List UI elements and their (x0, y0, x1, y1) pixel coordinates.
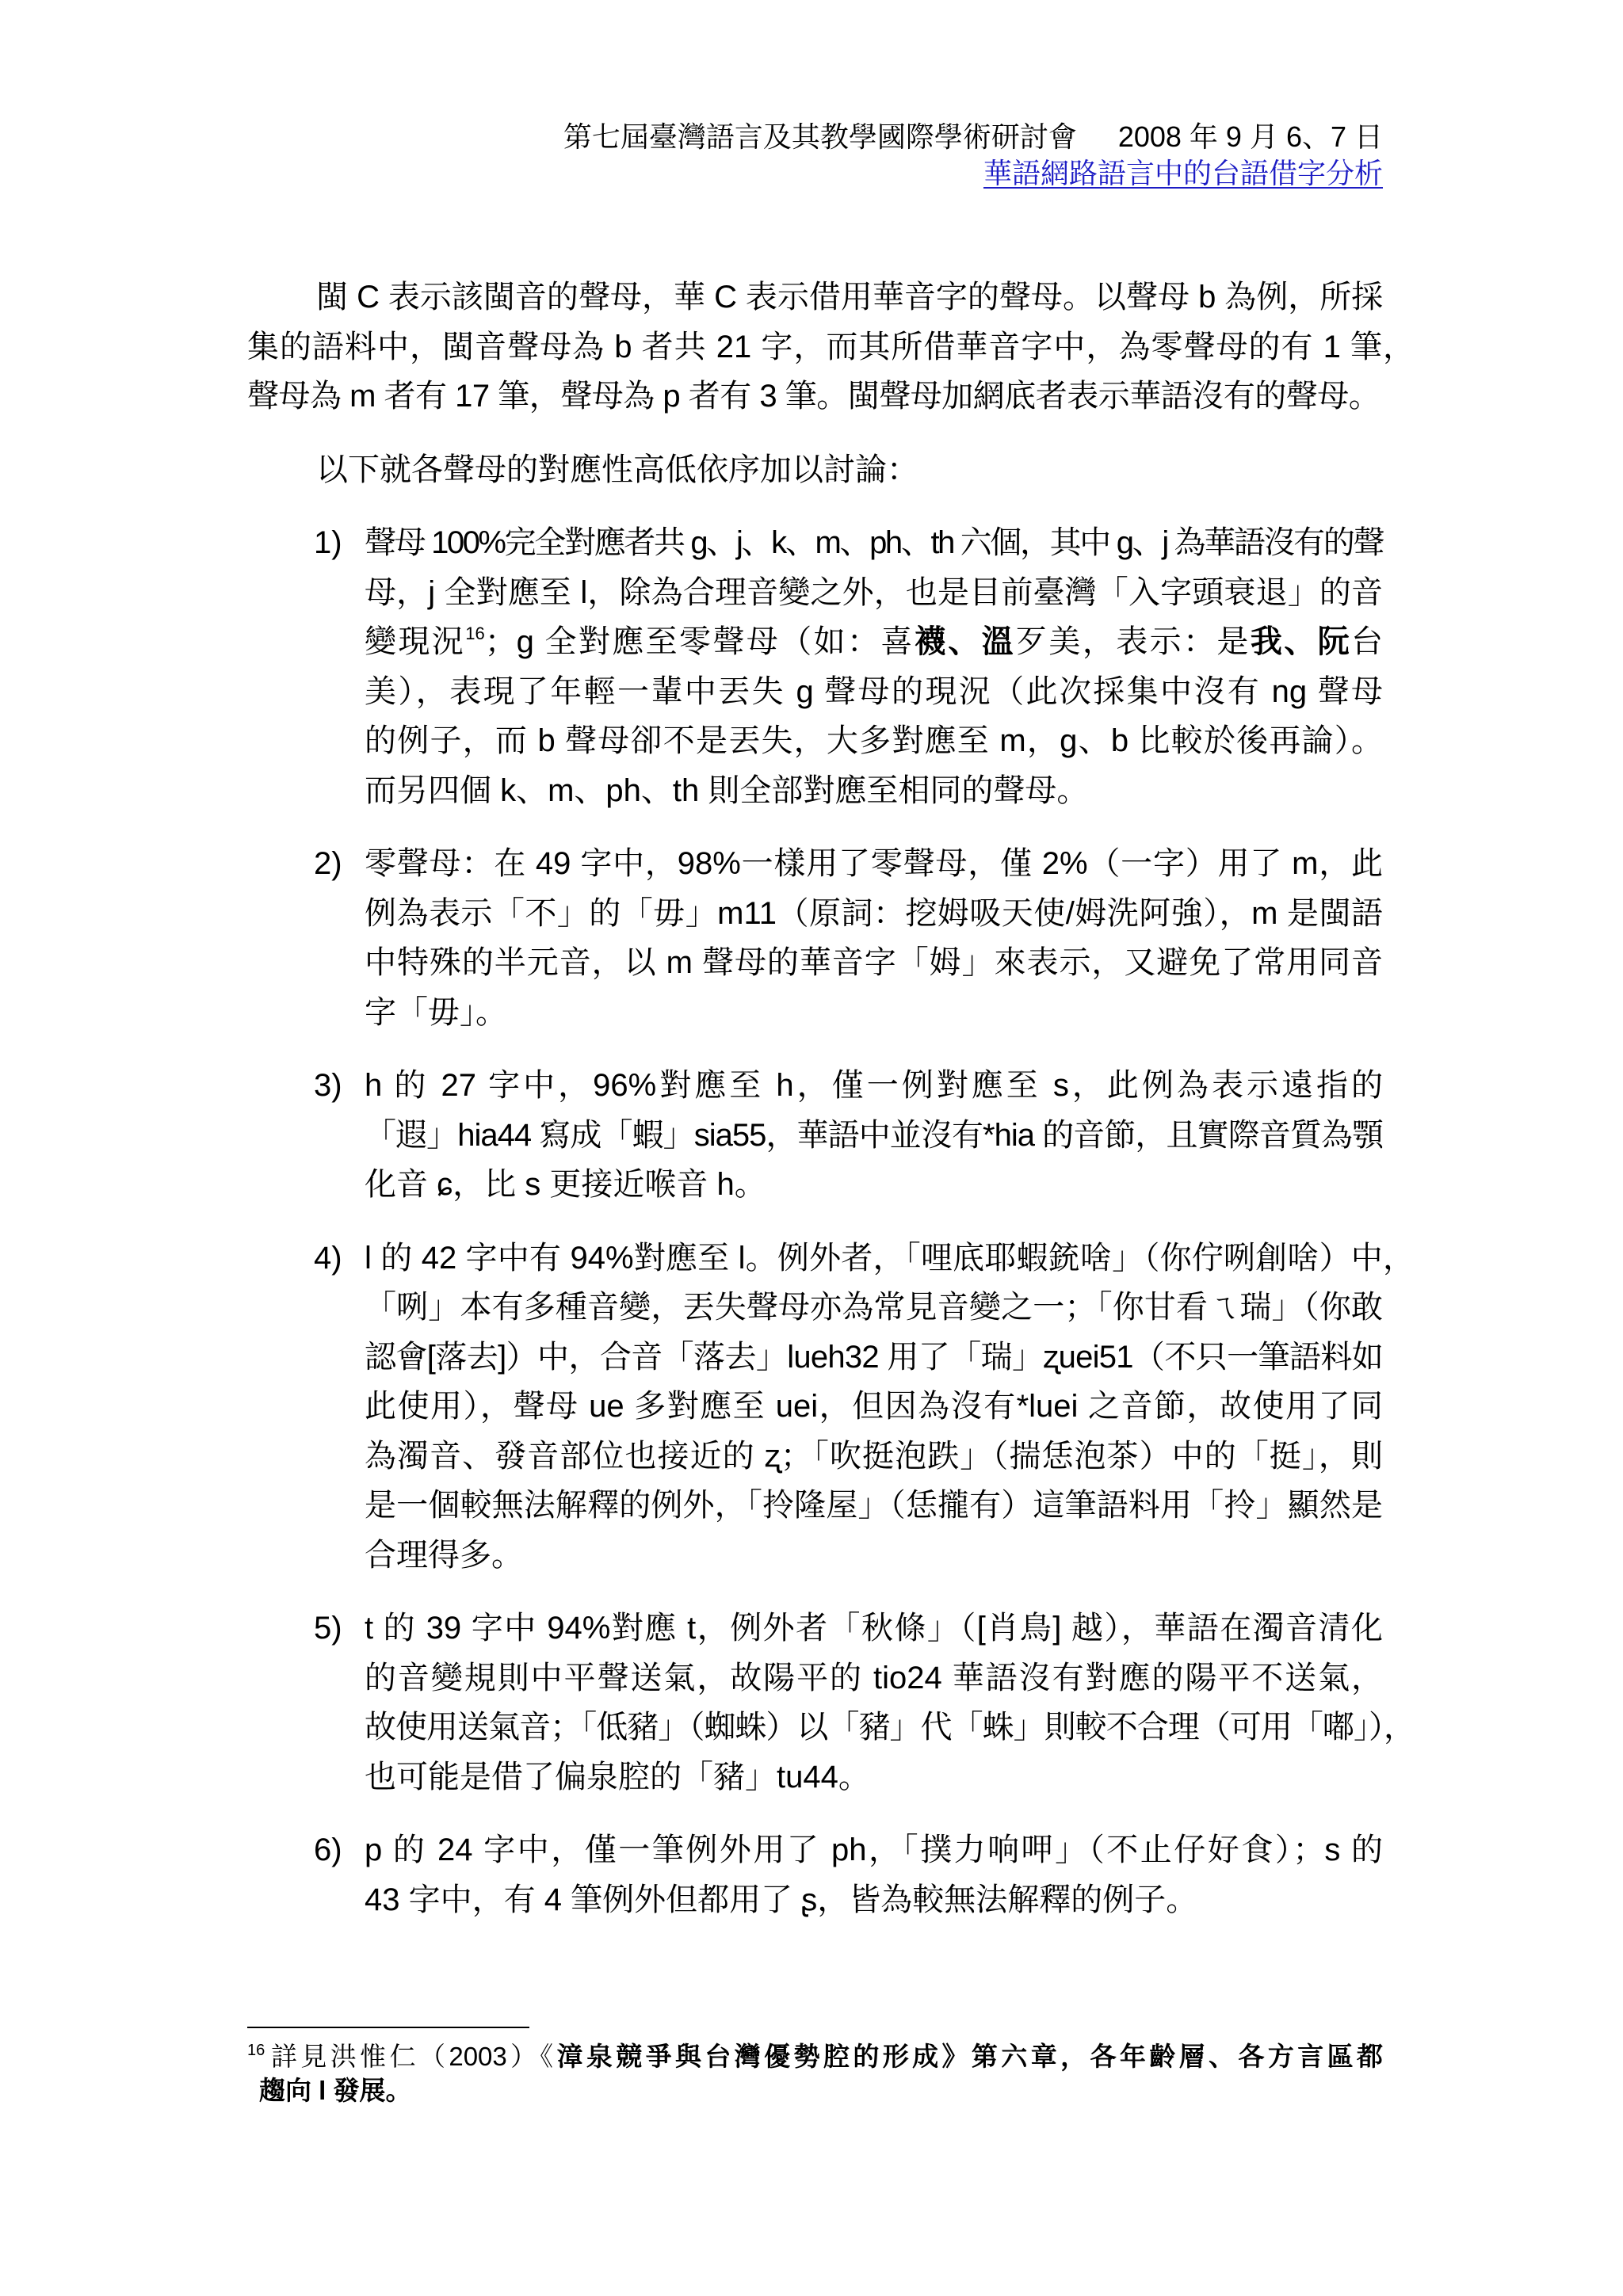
list-item-number: 5) (314, 1611, 342, 1646)
item-line: 為濁音、發音部位也接近的 ʐ；「吹挺泡跌」（揣恁泡茶）中的「挺」，則 (365, 1438, 1383, 1474)
header-line-conference (563, 119, 1383, 155)
text-run: 台 (1351, 624, 1384, 659)
list-item-1 (314, 518, 1384, 815)
text-run: ；g 全對應至零聲母（如：喜 (484, 624, 915, 659)
list-item-2 (314, 839, 1383, 1037)
footnote-text: 詳見洪惟仁（2003）《 (271, 2042, 557, 2071)
item-line: 是一個較無法解釋的例外，「拎隆屋」（恁攏有）這筆語料用「拎」顯然是 (365, 1488, 1383, 1523)
footnote-bold-text: 趨向 l 發展。 (259, 2076, 412, 2105)
paper-title-link[interactable]: 華語網路語言中的台語借字分析 (983, 157, 1383, 189)
intro-paragraph (247, 273, 1415, 421)
item-line: 美），表現了年輕一輩中丟失 g 聲母的現況（此次採集中沒有 ng 聲母 (365, 673, 1383, 709)
footnote-reference: 16 (465, 624, 485, 643)
running-header (563, 119, 1383, 192)
list-item-number: 2) (314, 846, 342, 881)
item-line: 中特殊的半元音，以 m 聲母的華音字「姆」來表示，又避免了常用同音 (365, 945, 1383, 980)
item-line: 故使用送氣音；「低豬」（蜘蛛）以「豬」代「蛛」則較不合理（可用「嘟」）， (365, 1710, 1415, 1745)
header-line-title (563, 155, 1383, 192)
text-run: 歹美，表示：是 (1015, 624, 1251, 659)
footnote-line (247, 2073, 1383, 2107)
conference-name: 第七屆臺灣語言及其教學國際學術研討會 (563, 120, 1077, 153)
text-run: 變現況 (365, 624, 466, 659)
item-line: h 的 27 字中，96%對應至 h，僅一例對應至 s，此例為表示遠指的 (365, 1068, 1383, 1103)
lead-in-paragraph (247, 445, 1383, 495)
paragraph-line: 閩 C 表示該閩音的聲母，華 C 表示借用華音字的聲母。以聲母 b 為例，所採 (316, 280, 1383, 315)
item-line: 母，j 全對應至 l，除為合理音變之外，也是目前臺灣「入字頭衰退」的音 (365, 574, 1383, 610)
item-line: 43 字中，有 4 筆例外但都用了 ʂ，皆為較無法解釋的例子。 (365, 1882, 1198, 1917)
footnote-bold-text: 漳泉競爭與台灣優勢腔的形成》第六章，各年齡層、各方言區都 (556, 2042, 1383, 2071)
item-line: p 的 24 字中，僅一筆例外用了 ph，「撲力响呷」（不止仔好食）；s 的 (365, 1833, 1383, 1867)
item-line: 化音 ɕ，比 s 更接近喉音 h。 (365, 1167, 766, 1202)
bold-text-run: 襪、溫 (914, 624, 1016, 659)
paragraph-line: 集的語料中，閩音聲母為 b 者共 21 字，而其所借華音字中，為零聲母的有 1 筆， (247, 329, 1415, 364)
item-line: 零聲母：在 49 字中，98%一樣用了零聲母，僅 2%（一字）用了 m，此 (365, 846, 1383, 881)
list-item-number: 3) (314, 1068, 342, 1103)
item-line: 此使用），聲母 ue 多對應至 uei，但因為沒有*luei 之音節，故使用了同 (365, 1389, 1383, 1424)
conference-date: 2008 年 9 月 6、7 日 (1117, 120, 1383, 153)
footnote (247, 2039, 1383, 2107)
item-line: l 的 42 字中有 94%對應至 l。例外者，「哩底耶蝦銃啥」（你佇咧創啥）中， (365, 1240, 1415, 1276)
list-item-6 (314, 1825, 1383, 1924)
item-line (365, 617, 1383, 667)
footnote-marker: 16 (247, 2042, 265, 2059)
bold-text-run: 我、阮 (1250, 624, 1352, 659)
paragraph-line: 聲母為 m 者有 17 筆，聲母為 p 者有 3 筆。閩聲母加網底者表示華語沒有的聲母。 (247, 379, 1381, 414)
item-line: 「咧」本有多種音變，丟失聲母亦為常見音變之一；「你甘看ㄟ瑞」（你敢 (365, 1290, 1383, 1325)
item-line: 而另四個 k、m、ph、th 則全部對應至相同的聲母。 (365, 772, 1089, 808)
footnote-line (247, 2039, 1383, 2073)
item-line: 合理得多。 (365, 1537, 523, 1573)
item-line: 的音變規則中平聲送氣，故陽平的 tio24 華語沒有對應的陽平不送氣， (365, 1660, 1383, 1695)
item-line: 「遐」hia44 寫成「蝦」sia55，華語中並沒有*hia 的音節，且實際音質為顎 (365, 1117, 1383, 1153)
list-item-4 (314, 1234, 1415, 1581)
list-item-number: 1) (314, 525, 342, 560)
item-line: 也可能是借了偏泉腔的「豬」tu44。 (365, 1759, 870, 1794)
list-item-5 (314, 1604, 1415, 1802)
list-item-number: 4) (314, 1240, 342, 1276)
paragraph-line: 以下就各聲母的對應性高低依序加以討論： (316, 452, 918, 487)
item-line: 例為表示「不」的「毋」m11（原詞：挖姆吸天使/姆洗阿強），m 是閩語 (365, 895, 1383, 931)
list-item-number: 6) (314, 1833, 342, 1867)
item-line: 的例子，而 b 聲母卻不是丟失，大多對應至 m，g、b 比較於後再論）。 (365, 723, 1383, 758)
item-line: 字「毋」。 (365, 994, 507, 1030)
item-line: 認會[落去]）中，合音「落去」lueh32 用了「瑞」ʐuei51（不只一筆語料如 (365, 1339, 1383, 1375)
list-item-3 (314, 1061, 1383, 1210)
body-text (247, 273, 1415, 1948)
item-line: t 的 39 字中 94%對應 t，例外者「秋條」（[肖鳥] 越），華語在濁音清化 (365, 1611, 1383, 1646)
footnote-separator (247, 2027, 529, 2028)
item-line: 聲母 100%完全對應者共 g、j、k、m、ph、th 六個，其中 g、j 為華語沒有的聲 (365, 525, 1383, 560)
